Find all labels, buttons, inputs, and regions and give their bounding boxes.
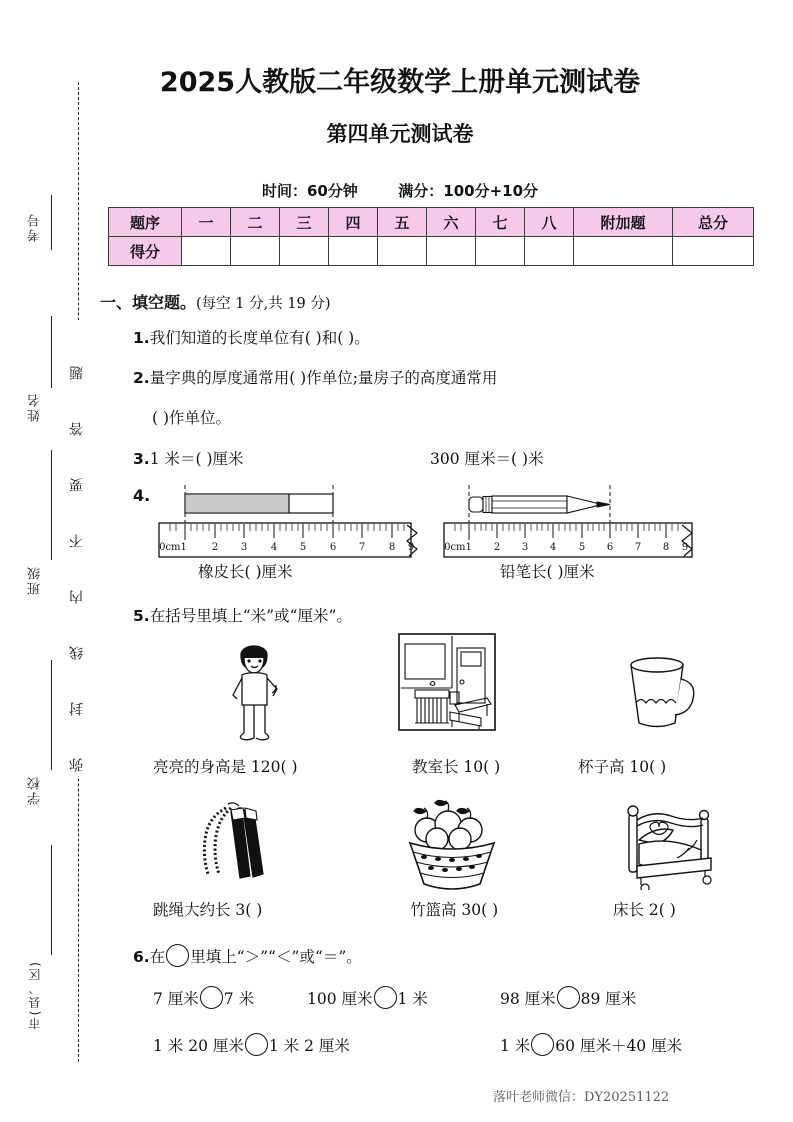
q6-r1-i3-right: 89 厘米 (580, 990, 637, 1008)
score-table (108, 207, 754, 266)
question-3-text-right: 300 厘米＝( )米 (430, 450, 544, 468)
question-3-left (133, 447, 244, 469)
svg-text:6: 6 (606, 542, 614, 553)
question-6-text-b: 里填上“＞”“＜”或“＝”。 (190, 948, 362, 966)
question-6-text-a: 在 (149, 948, 166, 966)
question-5-text: 在括号里填上“米”或“厘米”。 (149, 607, 352, 625)
score-cell-bonus[interactable] (574, 237, 673, 266)
section-1-title: 一、填空题。 (100, 293, 197, 312)
svg-text:0cm1: 0cm1 (444, 542, 472, 553)
question-5-label-4: 跳绳大约长 3( ) (153, 901, 263, 919)
score-table-col-bonus: 附加题 (574, 208, 673, 237)
question-6-row-2-item-1 (153, 1033, 350, 1056)
question-6-row-1-item-1 (153, 986, 254, 1009)
margin-rule-3 (51, 450, 52, 560)
margin-rule-5 (51, 845, 52, 955)
question-2-text-2: ( )作单位。 (152, 409, 232, 427)
page-title: 2025人教版二年级数学上册单元测试卷 (159, 67, 641, 98)
question-4-number: 4. (133, 486, 151, 505)
score-table-col-total: 总分 (673, 208, 754, 237)
q6-r1-i2-right: 1 米 (397, 990, 428, 1008)
cup-figure-icon (617, 645, 697, 735)
score-table-row-label-1: 题序 (109, 208, 182, 237)
svg-text:5: 5 (578, 542, 586, 553)
comparison-circle-icon[interactable] (374, 986, 397, 1009)
margin-label-school: 学校 (28, 775, 43, 805)
svg-text:3: 3 (240, 542, 248, 553)
score-table-col-8: 八 (525, 208, 574, 237)
q6-r2-i2-right: 60 厘米＋40 厘米 (555, 1037, 683, 1055)
margin-label-name: 姓名 (28, 392, 43, 422)
comparison-circle-icon[interactable] (200, 986, 223, 1009)
question-1 (133, 326, 370, 348)
comparison-circle-icon[interactable] (531, 1033, 554, 1056)
exam-meta-line (100, 180, 700, 201)
q6-r2-i1-left: 1 米 20 厘米 (153, 1037, 244, 1055)
jump-rope-figure-icon (190, 798, 280, 893)
q6-r2-i1-right: 1 米 2 厘米 (268, 1037, 350, 1055)
svg-text:8: 8 (388, 542, 396, 553)
footer-watermark: 落叶老师微信：DY20251122 (493, 1090, 670, 1105)
svg-text:5: 5 (299, 542, 307, 553)
q6-r1-i3-left: 98 厘米 (500, 990, 556, 1008)
score-cell-total[interactable] (673, 237, 754, 266)
table-row-scores (109, 237, 754, 266)
score-cell-5[interactable] (378, 237, 427, 266)
margin-rule-2 (51, 316, 52, 388)
score-table-col-6: 六 (427, 208, 476, 237)
q6-r1-i1-left: 7 厘米 (153, 990, 199, 1008)
question-5-label-2: 教室长 10( ) (412, 758, 501, 776)
q6-r1-i1-right: 7 米 (223, 990, 255, 1008)
question-2-number: 2. (133, 369, 150, 387)
question-6 (133, 944, 362, 967)
score-cell-2[interactable] (231, 237, 280, 266)
section-1-note: (每空 1 分,共 19 分) (196, 296, 331, 312)
question-3-text-left: 1 米＝( )厘米 (149, 450, 244, 468)
svg-text:4: 4 (549, 542, 557, 553)
score-cell-8[interactable] (525, 237, 574, 266)
margin-rule-1 (51, 195, 52, 250)
page-subtitle: 第四单元测试卷 (326, 122, 474, 146)
section-1-heading (100, 290, 331, 313)
question-5-label-5: 竹篮高 30( ) (410, 901, 499, 919)
question-2-line-1 (133, 366, 497, 388)
bed-figure-icon (615, 800, 725, 890)
question-6-row-2-item-2 (500, 1033, 682, 1056)
question-5-label-3: 杯子高 10( ) (578, 758, 667, 776)
question-6-number: 6. (133, 948, 150, 966)
score-table-col-7: 七 (476, 208, 525, 237)
question-1-text: 我们知道的长度单位有( )和( )。 (149, 329, 370, 347)
svg-text:2: 2 (211, 542, 219, 553)
svg-text:0cm1: 0cm1 (159, 542, 187, 553)
question-3-number: 3. (133, 450, 150, 468)
question-2-text-1: 量字典的厚度通常用( )作单位;量房子的高度通常用 (149, 369, 498, 387)
comparison-circle-icon[interactable] (245, 1033, 268, 1056)
score-cell-6[interactable] (427, 237, 476, 266)
question-4-caption-left: 橡皮长( )厘米 (198, 563, 293, 581)
table-row-header (109, 208, 754, 237)
score-cell-7[interactable] (476, 237, 525, 266)
question-5 (133, 604, 352, 626)
svg-text:7: 7 (358, 542, 366, 553)
svg-text:3: 3 (521, 542, 529, 553)
score-table-col-1: 一 (182, 208, 231, 237)
svg-text:2: 2 (493, 542, 501, 553)
score-cell-1[interactable] (182, 237, 231, 266)
eraser-ruler-figure (155, 483, 425, 563)
question-5-number: 5. (133, 607, 150, 625)
pencil-ruler-figure (442, 483, 702, 563)
question-3-right (430, 447, 544, 469)
q6-r1-i2-left: 100 厘米 (307, 990, 373, 1008)
svg-text:4: 4 (270, 542, 278, 553)
boy-figure-icon (215, 633, 295, 743)
svg-text:8: 8 (662, 542, 670, 553)
question-1-number: 1. (133, 329, 150, 347)
comparison-circle-icon[interactable] (557, 986, 580, 1009)
svg-text:9: 9 (407, 542, 415, 553)
total-score-label: 满分：100分+10分 (398, 182, 539, 200)
q6-r2-i2-left: 1 米 (500, 1037, 531, 1055)
score-table-row-label-2: 得分 (109, 237, 182, 266)
classroom-figure-icon (395, 630, 500, 735)
score-cell-3[interactable] (280, 237, 329, 266)
fruit-basket-figure-icon (400, 798, 505, 893)
question-5-label-1: 亮亮的身高是 120( ) (153, 758, 298, 776)
question-6-row-1-item-3 (500, 986, 636, 1009)
score-table-col-5: 五 (378, 208, 427, 237)
score-table-col-4: 四 (329, 208, 378, 237)
question-2-line-2 (152, 406, 231, 428)
seal-line-text: 弥封线内不要答题 (70, 320, 84, 776)
comparison-circle-icon[interactable] (166, 944, 189, 967)
score-table-col-3: 三 (280, 208, 329, 237)
question-5-label-6: 床长 2( ) (613, 901, 676, 919)
score-table-col-2: 二 (231, 208, 280, 237)
score-cell-4[interactable] (329, 237, 378, 266)
svg-text:7: 7 (634, 542, 642, 553)
binding-margin (0, 0, 100, 1122)
margin-label-exam-number: 考号 (28, 212, 43, 242)
question-4-caption-right: 铅笔长( )厘米 (500, 563, 595, 581)
svg-text:9: 9 (681, 542, 689, 553)
time-limit-label: 时间：60分钟 (261, 182, 358, 200)
question-6-row-1-item-2 (307, 986, 428, 1009)
margin-label-class: 班级 (28, 565, 43, 595)
margin-label-city-county: 市(县、区) (28, 960, 42, 1030)
margin-rule-4 (51, 660, 52, 770)
svg-text:6: 6 (329, 542, 337, 553)
